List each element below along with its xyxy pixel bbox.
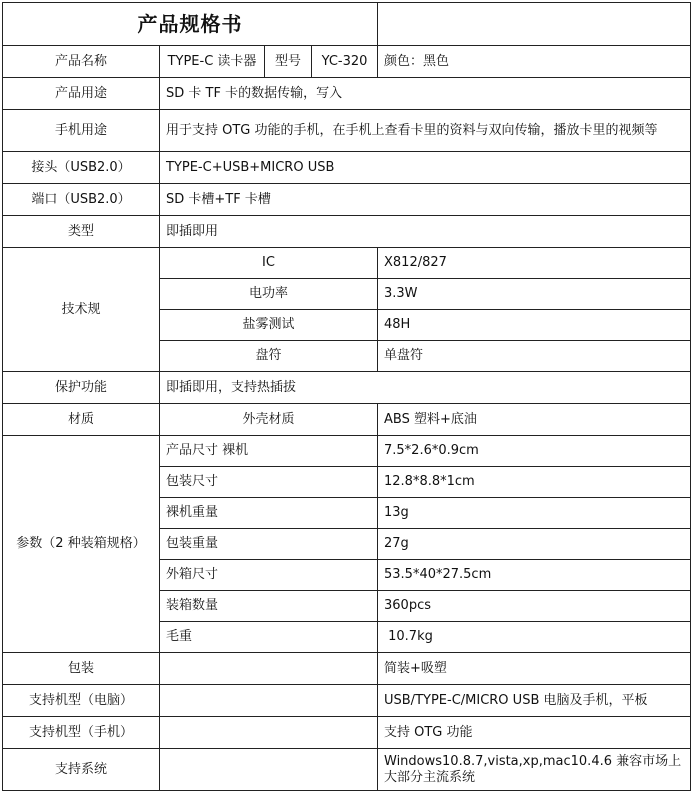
- param-value: 7.5*2.6*0.9cm: [378, 436, 691, 467]
- connector-label: 接头（USB2.0）: [3, 152, 160, 184]
- tech-value: X812/827: [378, 248, 691, 279]
- tech-key: IC: [160, 248, 378, 279]
- row-type: [3, 216, 691, 248]
- tech-key: 盘符: [160, 341, 378, 372]
- param-key: 毛重: [160, 622, 378, 653]
- row-connector: [3, 152, 691, 184]
- param-value: 13g: [378, 498, 691, 529]
- support-pc-value: USB/TYPE-C/MICRO USB 电脑及手机，平板: [378, 685, 691, 717]
- tech-key: 电功率: [160, 279, 378, 310]
- title-blank-cell: [378, 3, 691, 46]
- material-value: ABS 塑料+底油: [378, 404, 691, 436]
- material-sub-label: 外壳材质: [160, 404, 378, 436]
- params-label: 参数（2 种装箱规格）: [3, 436, 160, 653]
- support-os-blank-cell: [160, 749, 378, 791]
- param-value: 53.5*40*27.5cm: [378, 560, 691, 591]
- row-protect: [3, 372, 691, 404]
- packing-label: 包装: [3, 653, 160, 685]
- row-support-os: [3, 749, 691, 791]
- usage-value: SD 卡 TF 卡的数据传输，写入: [160, 78, 691, 110]
- param-key: 裸机重量: [160, 498, 378, 529]
- product-name-label: 产品名称: [3, 46, 160, 78]
- support-os-label: 支持系统: [3, 749, 160, 791]
- type-value: 即插即用: [160, 216, 691, 248]
- tech-value: 3.3W: [378, 279, 691, 310]
- param-value: 10.7kg: [378, 622, 691, 653]
- row-packing: [3, 653, 691, 685]
- support-phone-blank-cell: [160, 717, 378, 749]
- port-label: 端口（USB2.0）: [3, 184, 160, 216]
- row-product-name: [3, 46, 691, 78]
- model-label: 型号: [265, 46, 312, 78]
- spec-sheet-table: [2, 2, 691, 791]
- row-param-1: [3, 436, 691, 467]
- tech-label: 技术规: [3, 248, 160, 372]
- model-value: YC-320: [312, 46, 378, 78]
- material-label: 材质: [3, 404, 160, 436]
- param-key: 外箱尺寸: [160, 560, 378, 591]
- title-row: [3, 3, 691, 46]
- tech-value: 单盘符: [378, 341, 691, 372]
- row-usage: [3, 78, 691, 110]
- support-pc-label: 支持机型（电脑）: [3, 685, 160, 717]
- port-value: SD 卡槽+TF 卡槽: [160, 184, 691, 216]
- type-label: 类型: [3, 216, 160, 248]
- tech-key: 盐雾测试: [160, 310, 378, 341]
- param-key: 产品尺寸 裸机: [160, 436, 378, 467]
- param-value: 27g: [378, 529, 691, 560]
- row-tech-1: [3, 248, 691, 279]
- connector-value: TYPE-C+USB+MICRO USB: [160, 152, 691, 184]
- support-phone-label: 支持机型（手机）: [3, 717, 160, 749]
- phone-usage-value: 用于支持 OTG 功能的手机，在手机上查看卡里的资料与双向传输，播放卡里的视频等: [160, 110, 691, 152]
- protect-label: 保护功能: [3, 372, 160, 404]
- product-name-value: TYPE-C 读卡器: [160, 46, 265, 78]
- packing-value: 简装+吸塑: [378, 653, 691, 685]
- row-phone-usage: [3, 110, 691, 152]
- phone-usage-label: 手机用途: [3, 110, 160, 152]
- document-title: 产品规格书: [3, 3, 378, 46]
- tech-value: 48H: [378, 310, 691, 341]
- support-phone-value: 支持 OTG 功能: [378, 717, 691, 749]
- param-value: 12.8*8.8*1cm: [378, 467, 691, 498]
- usage-label: 产品用途: [3, 78, 160, 110]
- param-key: 装箱数量: [160, 591, 378, 622]
- protect-value: 即插即用，支持热插拔: [160, 372, 691, 404]
- support-os-value: Windows10.8.7,vista,xp,mac10.4.6 兼容市场上大部分主流系统: [378, 749, 691, 791]
- row-material: [3, 404, 691, 436]
- row-support-phone: [3, 717, 691, 749]
- param-value: 360pcs: [378, 591, 691, 622]
- param-key: 包装尺寸: [160, 467, 378, 498]
- color-value: 颜色：黑色: [378, 46, 691, 78]
- row-support-pc: [3, 685, 691, 717]
- param-key: 包装重量: [160, 529, 378, 560]
- support-pc-blank-cell: [160, 685, 378, 717]
- row-port: [3, 184, 691, 216]
- packing-blank-cell: [160, 653, 378, 685]
